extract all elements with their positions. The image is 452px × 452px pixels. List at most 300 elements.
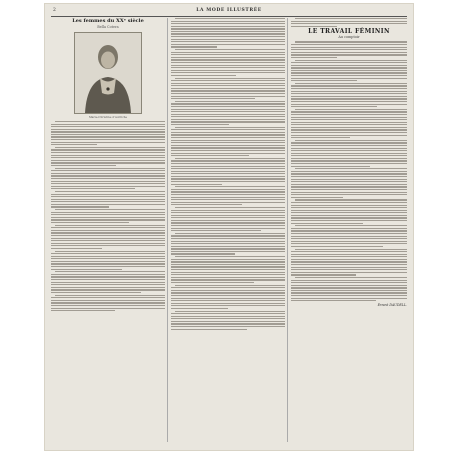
text-line [175, 311, 285, 312]
text-line [171, 253, 235, 254]
text-line [171, 26, 285, 27]
text-line [171, 28, 285, 29]
text-line [171, 173, 285, 174]
text-paragraph [291, 225, 407, 247]
text-line [291, 52, 407, 53]
text-paragraph [51, 251, 165, 270]
text-line [291, 104, 407, 105]
text-line [51, 310, 115, 311]
text-line [171, 318, 285, 319]
text-line [171, 230, 261, 231]
text-line [295, 225, 407, 226]
text-line [175, 127, 285, 128]
text-line [291, 179, 407, 180]
text-line [55, 251, 165, 252]
text-line [171, 119, 285, 120]
text-line [171, 142, 285, 143]
text-line [291, 114, 407, 115]
text-line [51, 170, 165, 171]
text-line [291, 259, 407, 260]
text-line [171, 204, 242, 205]
text-line [291, 212, 407, 213]
text-line [51, 219, 165, 220]
text-line [51, 194, 165, 195]
text-line [291, 233, 407, 234]
text-line [51, 292, 141, 293]
text-line [291, 241, 407, 242]
text-line [171, 65, 285, 66]
text-line [51, 181, 165, 182]
text-line [55, 295, 165, 296]
text-line [291, 85, 407, 86]
text-paragraph [291, 109, 407, 139]
text-line [171, 321, 285, 322]
text-line [291, 230, 407, 231]
column-3 [291, 18, 407, 444]
text-paragraph [51, 121, 165, 145]
text-line [291, 111, 407, 112]
text-line [51, 261, 165, 262]
text-line [171, 72, 285, 73]
text-line [291, 186, 407, 187]
text-line [295, 60, 407, 61]
text-line [291, 117, 407, 118]
text-line [291, 176, 407, 177]
text-line [171, 282, 254, 283]
text-line [171, 176, 285, 177]
text-line [51, 230, 165, 231]
text-line [171, 103, 285, 104]
text-line [291, 166, 370, 167]
section-subhead: Au comptoir [338, 35, 360, 40]
text-line [291, 96, 407, 97]
text-line [171, 272, 285, 273]
text-line [171, 298, 285, 299]
text-line [291, 70, 407, 71]
text-line [175, 158, 285, 159]
text-line [51, 302, 165, 303]
text-line [291, 287, 407, 288]
text-line [175, 285, 285, 286]
text-line [291, 171, 407, 172]
text-line [171, 246, 285, 247]
text-paragraph [291, 249, 407, 276]
text-line [291, 44, 407, 45]
text-line [171, 199, 285, 200]
text-line [51, 240, 165, 241]
text-line [291, 160, 407, 161]
text-line [171, 160, 285, 161]
text-line [171, 145, 285, 146]
text-line [51, 160, 165, 161]
text-paragraph [51, 295, 165, 312]
text-line [51, 204, 165, 205]
text-line [55, 271, 165, 272]
text-paragraph [291, 199, 407, 223]
text-line [171, 31, 285, 32]
text-line [171, 238, 285, 239]
text-line [51, 227, 165, 228]
text-line [171, 217, 285, 218]
text-line [291, 251, 407, 252]
text-line [291, 215, 407, 216]
article-title: Les femmes du XXᵉ siècle [72, 18, 144, 24]
text-line [55, 225, 165, 226]
text-line [55, 147, 165, 148]
text-line [171, 83, 285, 84]
text-line [291, 189, 407, 190]
text-line [291, 256, 407, 257]
text-line [51, 243, 165, 244]
text-line [291, 192, 407, 193]
column-1 [51, 18, 165, 444]
text-paragraph [171, 311, 285, 330]
text-line [51, 279, 165, 280]
text-paragraph [291, 83, 407, 107]
text-line [171, 88, 285, 89]
header-rule [51, 16, 407, 17]
text-line [171, 248, 285, 249]
text-line [291, 137, 350, 138]
text-line [51, 186, 165, 187]
text-line [291, 65, 407, 66]
text-line [291, 122, 407, 123]
text-line [295, 168, 407, 169]
text-line [51, 256, 165, 257]
text-line [171, 163, 285, 164]
text-line [291, 300, 376, 301]
text-line [55, 191, 165, 192]
text-line [51, 152, 165, 153]
text-paragraph [171, 285, 285, 309]
text-paragraph [171, 18, 285, 48]
text-line [295, 277, 407, 278]
text-line [291, 62, 407, 63]
text-line [171, 235, 285, 236]
text-line [51, 155, 165, 156]
text-line [171, 75, 236, 76]
text-line [51, 175, 165, 176]
text-line [171, 70, 285, 71]
text-line [291, 290, 407, 291]
text-line [171, 222, 285, 223]
text-line [51, 248, 102, 249]
text-line [171, 36, 285, 37]
author-signature: Ernest DAUDELL. [377, 303, 407, 308]
text-line [171, 228, 285, 229]
text-line [171, 316, 285, 317]
text-line [171, 279, 285, 280]
text-line [171, 98, 255, 99]
text-line [171, 287, 285, 288]
text-line [171, 132, 285, 133]
text-line [171, 274, 285, 275]
text-paragraph [171, 127, 285, 157]
text-line [51, 188, 135, 189]
text-line [171, 57, 285, 58]
text-line [171, 150, 285, 151]
text-line [51, 206, 109, 207]
text-line [291, 47, 407, 48]
text-line [291, 202, 407, 203]
text-line [51, 258, 165, 259]
text-line [291, 236, 407, 237]
text-line [175, 233, 285, 234]
text-line [171, 269, 285, 270]
text-line [171, 277, 285, 278]
text-line [51, 305, 165, 306]
text-paragraph [51, 225, 165, 249]
text-line [291, 75, 407, 76]
text-line [171, 329, 247, 330]
text-line [51, 139, 165, 140]
text-line [51, 266, 165, 267]
text-line [51, 173, 165, 174]
text-line [171, 259, 285, 260]
portrait-engraving [74, 32, 142, 114]
text-line [51, 162, 165, 163]
text-line [171, 134, 285, 135]
text-line [171, 326, 285, 327]
text-line [295, 199, 407, 200]
text-line [291, 21, 407, 22]
article-body [291, 18, 407, 27]
text-line [51, 212, 165, 213]
text-line [291, 145, 407, 146]
text-line [175, 78, 285, 79]
text-line [171, 189, 285, 190]
text-line [291, 67, 407, 68]
text-line [291, 54, 407, 55]
page-number: 2 [53, 8, 56, 13]
text-line [171, 111, 285, 112]
text-paragraph [51, 147, 165, 166]
text-line [291, 119, 407, 120]
text-paragraph [291, 168, 407, 198]
text-line [51, 238, 165, 239]
text-line [51, 263, 165, 264]
text-paragraph [51, 191, 165, 208]
text-line [291, 26, 337, 27]
text-line [51, 165, 116, 166]
text-line [55, 121, 165, 122]
text-line [171, 85, 285, 86]
text-line [171, 292, 285, 293]
text-line [291, 57, 337, 58]
text-line [291, 153, 407, 154]
text-line [291, 274, 356, 275]
text-line [51, 217, 165, 218]
text-line [291, 264, 407, 265]
text-line [175, 49, 285, 50]
text-line [291, 135, 407, 136]
text-line [295, 249, 407, 250]
text-line [171, 194, 285, 195]
text-line [171, 191, 285, 192]
text-line [171, 116, 285, 117]
text-line [291, 254, 407, 255]
text-line [291, 210, 407, 211]
text-paragraph [171, 78, 285, 100]
text-line [51, 124, 165, 125]
text-line [295, 140, 407, 141]
text-line [291, 269, 407, 270]
text-line [51, 196, 165, 197]
text-line [51, 276, 165, 277]
newspaper-page [45, 4, 413, 450]
text-line [51, 199, 165, 200]
text-line [291, 101, 407, 102]
text-line [51, 300, 165, 301]
text-line [295, 83, 407, 84]
text-line [171, 59, 285, 60]
portrait-image [75, 33, 141, 113]
text-line [291, 181, 407, 182]
text-line [51, 289, 165, 290]
text-line [51, 136, 165, 137]
text-line [291, 80, 357, 81]
text-line [171, 137, 285, 138]
portrait-caption: Marie-Christine d'Autriche [88, 115, 128, 119]
text-line [291, 148, 407, 149]
text-line [51, 269, 122, 270]
text-line [51, 274, 165, 275]
text-line [51, 214, 165, 215]
text-paragraph [171, 158, 285, 185]
text-line [291, 220, 407, 221]
text-paragraph [171, 256, 285, 283]
text-line [291, 49, 407, 50]
text-paragraph [291, 277, 407, 301]
text-paragraph [171, 101, 285, 125]
text-line [51, 131, 165, 132]
page-header [51, 7, 407, 17]
text-line [171, 39, 285, 40]
text-line [171, 121, 285, 122]
text-line [171, 96, 285, 97]
text-line [171, 23, 285, 24]
text-line [291, 72, 407, 73]
text-line [55, 209, 165, 210]
text-line [175, 186, 285, 187]
text-line [51, 149, 165, 150]
text-line [171, 147, 285, 148]
article-body [51, 121, 165, 311]
text-line [171, 197, 285, 198]
text-line [51, 282, 165, 283]
text-line [175, 101, 285, 102]
text-line [291, 197, 343, 198]
text-paragraph [171, 186, 285, 205]
article-body [291, 41, 407, 301]
text-line [171, 90, 285, 91]
column-separator [167, 18, 168, 442]
text-line [171, 220, 285, 221]
text-line [291, 280, 407, 281]
text-line [171, 114, 285, 115]
text-line [291, 98, 407, 99]
journal-title: LA MODE ILLUSTRÉE [196, 8, 262, 13]
text-paragraph [51, 168, 165, 190]
text-line [171, 124, 229, 125]
text-line [175, 256, 285, 257]
text-line [51, 245, 165, 246]
text-line [51, 284, 165, 285]
text-line [171, 266, 285, 267]
text-line [51, 157, 165, 158]
text-line [291, 91, 407, 92]
text-paragraph [171, 233, 285, 255]
text-line [291, 223, 363, 224]
text-line [171, 54, 285, 55]
text-line [171, 168, 285, 169]
text-line [291, 267, 407, 268]
text-paragraph [291, 60, 407, 82]
text-line [51, 129, 165, 130]
text-line [291, 158, 407, 159]
text-paragraph [291, 41, 407, 58]
text-line [51, 183, 165, 184]
text-line [51, 232, 165, 233]
text-line [171, 313, 285, 314]
text-line [291, 163, 407, 164]
text-line [51, 222, 129, 223]
text-line [171, 44, 285, 45]
text-line [171, 67, 285, 68]
text-paragraph [51, 271, 165, 293]
text-line [291, 261, 407, 262]
text-line [291, 243, 407, 244]
text-line [171, 155, 249, 156]
text-line [171, 261, 285, 262]
text-line [291, 127, 407, 128]
text-line [171, 290, 285, 291]
text-line [171, 178, 285, 179]
text-line [171, 243, 285, 244]
text-line [171, 300, 285, 301]
text-line [291, 272, 407, 273]
text-line [171, 41, 285, 42]
text-line [291, 155, 407, 156]
text-line [171, 52, 285, 53]
text-line [171, 305, 285, 306]
text-line [291, 173, 407, 174]
text-line [51, 253, 165, 254]
text-line [291, 150, 407, 151]
text-line [175, 18, 285, 19]
text-line [291, 217, 407, 218]
text-line [291, 184, 407, 185]
text-line [291, 78, 407, 79]
text-line [291, 88, 407, 89]
text-line [171, 323, 285, 324]
text-line [171, 21, 285, 22]
text-line [171, 106, 285, 107]
text-line [171, 225, 285, 226]
text-line [171, 251, 285, 252]
text-line [171, 184, 222, 185]
text-line [51, 142, 165, 143]
text-line [171, 215, 285, 216]
text-line [171, 46, 217, 47]
text-line [171, 264, 285, 265]
text-line [51, 235, 165, 236]
text-line [291, 129, 407, 130]
text-line [171, 153, 285, 154]
text-line [171, 33, 285, 34]
text-line [291, 238, 407, 239]
text-line [291, 93, 407, 94]
